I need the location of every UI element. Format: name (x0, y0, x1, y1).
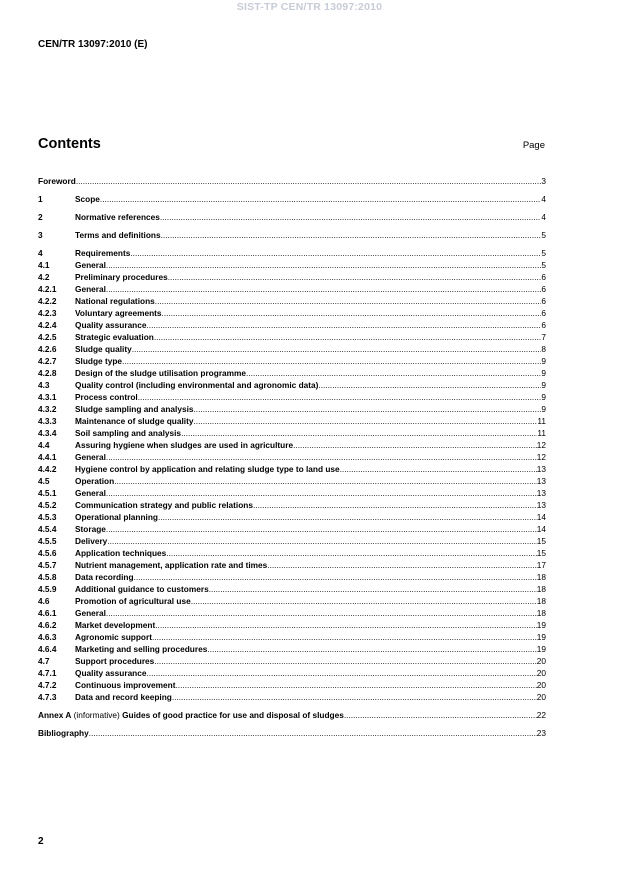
toc-entry-number: 4.4.2 (38, 464, 57, 474)
toc-entry-page: 5 (541, 230, 546, 240)
toc-entry-page: 15 (536, 548, 546, 558)
toc-entry[interactable] (38, 572, 546, 583)
toc-entry-page: 14 (536, 512, 546, 522)
toc-entry-title: Delivery (75, 536, 108, 546)
leader-dots (191, 596, 537, 607)
toc-entry-number: 4.6.3 (38, 632, 57, 642)
toc-entry-foreword[interactable] (38, 176, 546, 187)
toc-entry-title: General (75, 260, 106, 270)
toc-annex-heading (38, 710, 344, 721)
toc-entry-number: 2 (38, 212, 43, 222)
toc-entry-title: General (75, 608, 106, 618)
toc-entry-page: 6 (541, 308, 546, 318)
leader-dots (207, 644, 536, 655)
toc-entry-page: 13 (536, 500, 546, 510)
toc-entry-title: Operational planning (75, 512, 158, 522)
toc-entry-page: 9 (541, 404, 546, 414)
toc-entry-page: 9 (541, 380, 546, 390)
toc-entry-number: 4.4.1 (38, 452, 57, 462)
toc-entry-number: 4.6 (38, 596, 50, 606)
toc-entry-title: Foreword (38, 176, 76, 186)
leader-dots (181, 428, 537, 439)
toc-entry-number: 1 (38, 194, 43, 204)
leader-dots (122, 356, 541, 367)
toc-entry-number: 4 (38, 248, 43, 258)
toc-entry-title: Voluntary agreements (75, 308, 162, 318)
toc-entry-title: Preliminary procedures (75, 272, 168, 282)
toc-entry-page: 19 (536, 632, 546, 642)
toc-entry-number: 4.7 (38, 656, 50, 666)
leader-dots (154, 332, 542, 343)
toc-entry[interactable] (38, 668, 546, 679)
toc-entry-page: 13 (536, 464, 546, 474)
toc-entry[interactable] (38, 656, 546, 667)
toc-entry-title: Scope (75, 194, 100, 204)
toc-entry-number: 3 (38, 230, 43, 240)
leader-dots (114, 476, 537, 487)
leader-dots (100, 194, 541, 205)
toc-entry-title: General (75, 284, 106, 294)
toc-entry-page: 8 (541, 344, 546, 354)
toc-entry[interactable] (38, 644, 546, 655)
toc-entry[interactable] (38, 392, 546, 403)
toc-entry-title: Soil sampling and analysis (75, 428, 182, 438)
toc-entry[interactable] (38, 452, 546, 463)
toc-entry-page: 9 (541, 392, 546, 402)
toc-entry-number: 4.7.3 (38, 692, 57, 702)
leader-dots (193, 416, 537, 427)
leader-dots (107, 536, 536, 547)
toc-entry[interactable] (38, 524, 546, 535)
toc-entry[interactable] (38, 464, 546, 475)
toc-entry[interactable] (38, 512, 546, 523)
toc-entry[interactable] (38, 500, 546, 511)
leader-dots (318, 380, 541, 391)
leader-dots (106, 524, 537, 535)
toc-entry-title: Sludge type (75, 356, 123, 366)
toc-entry-annex-a[interactable] (38, 710, 546, 721)
leader-dots (267, 560, 537, 571)
leader-dots (293, 440, 537, 451)
toc-entry-title: Quality control (including environmental and agronomic data) (75, 380, 319, 390)
leader-dots (344, 710, 537, 721)
toc-entry[interactable] (38, 230, 546, 241)
toc-entry-number: 4.5.4 (38, 524, 57, 534)
toc-entry-number: 4.4 (38, 440, 50, 450)
toc-entry-title: Marketing and selling procedures (75, 644, 208, 654)
toc-entry-title: Hygiene control by application and relating sludge type to land use (75, 464, 340, 474)
toc-entry[interactable] (38, 440, 546, 451)
leader-dots (162, 308, 542, 319)
toc-entry[interactable] (38, 608, 546, 619)
toc-entry-title: Design of the sludge utilisation programme (75, 368, 247, 378)
toc-entry-page: 9 (541, 356, 546, 366)
leader-dots (253, 500, 537, 511)
contents-title: Contents (38, 136, 101, 152)
toc-entry-page: 4 (541, 194, 546, 204)
leader-dots (155, 296, 542, 307)
toc-entry-number: 4.2.5 (38, 332, 57, 342)
toc-entry-title: General (75, 452, 106, 462)
toc-entry-title: Application techniques (75, 548, 167, 558)
toc-entry-number: 4.3.1 (38, 392, 57, 402)
toc-entry-number: 4.6.2 (38, 620, 57, 630)
toc-entry-page: 12 (536, 440, 546, 450)
toc-entry-number: 4.5 (38, 476, 50, 486)
toc-entry-page: 11 (537, 416, 546, 426)
toc-entry-number: 4.2.1 (38, 284, 57, 294)
toc-entry-page: 7 (541, 332, 546, 342)
toc-entry-title: National regulations (75, 296, 155, 306)
toc-entry-title: Support procedures (75, 656, 155, 666)
toc-entry-page: 15 (536, 536, 546, 546)
toc-entry-page: 3 (541, 176, 546, 186)
toc-entry[interactable] (38, 344, 546, 355)
leader-dots (106, 608, 537, 619)
leader-dots (76, 176, 542, 187)
toc-entry-title: Market development (75, 620, 156, 630)
toc-entry[interactable] (38, 260, 546, 271)
toc-entry[interactable] (38, 620, 546, 631)
leader-dots (340, 464, 537, 475)
toc-entry-number: 4.3.4 (38, 428, 57, 438)
toc-entry[interactable] (38, 320, 546, 331)
toc-entry[interactable] (38, 356, 546, 367)
toc-entry[interactable] (38, 212, 546, 223)
leader-dots (160, 212, 542, 223)
toc-entry-number: 4.2.3 (38, 308, 57, 318)
leader-dots (138, 392, 542, 403)
toc-entry-title: Operation (75, 476, 115, 486)
toc-entry[interactable] (38, 488, 546, 499)
page-number: 2 (38, 836, 44, 847)
toc-entry-page: 4 (541, 212, 546, 222)
leader-dots (106, 488, 537, 499)
leader-dots (106, 284, 541, 295)
toc-entry-page: 20 (536, 680, 546, 690)
toc-entry-title: Sludge sampling and analysis (75, 404, 194, 414)
leader-dots (168, 272, 542, 283)
toc-entry-title: Promotion of agricultural use (75, 596, 191, 606)
watermark: SIST-TP CEN/TR 13097:2010 (236, 1, 383, 13)
toc-entry-page: 20 (536, 668, 546, 678)
toc-entry-page: 9 (541, 368, 546, 378)
toc-entry-title: Data and record keeping (75, 692, 172, 702)
toc-entry-number: 4.2.2 (38, 296, 57, 306)
toc-entry-title: Assuring hygiene when sludges are used in agriculture (75, 440, 294, 450)
toc-entry-number: 4.3.2 (38, 404, 57, 414)
toc-entry[interactable] (38, 428, 546, 439)
toc-entry-number: 4.5.9 (38, 584, 57, 594)
toc-entry[interactable] (38, 536, 546, 547)
leader-dots (89, 728, 537, 739)
toc-entry-title: Quality assurance (75, 320, 147, 330)
toc-entry-page: 11 (537, 428, 546, 438)
toc-entry-number: 4.5.5 (38, 536, 57, 546)
leader-dots (130, 248, 541, 259)
toc-entry[interactable] (38, 380, 546, 391)
toc-entry[interactable] (38, 404, 546, 415)
toc-entry-number: 4.2.7 (38, 356, 57, 366)
toc-entry-number: 4.5.7 (38, 560, 57, 570)
toc-entry[interactable] (38, 548, 546, 559)
toc-entry-number: 4.2.4 (38, 320, 57, 330)
toc-entry-page: 6 (541, 272, 546, 282)
toc-entry-number: 4.1 (38, 260, 50, 270)
toc-entry[interactable] (38, 416, 546, 427)
toc-entry[interactable] (38, 296, 546, 307)
leader-dots (134, 572, 537, 583)
toc-entry-page: 5 (541, 260, 546, 270)
leader-dots (158, 512, 537, 523)
toc-entry[interactable] (38, 368, 546, 379)
toc-entry-title: Terms and definitions (75, 230, 161, 240)
toc-entry[interactable] (38, 284, 546, 295)
toc-entry-number: 4.7.1 (38, 668, 57, 678)
toc-entry-page: 13 (536, 476, 546, 486)
toc-entry-title: Process control (75, 392, 138, 402)
leader-dots (172, 692, 537, 703)
toc-entry-page: 6 (541, 320, 546, 330)
toc-entry-number: 4.5.6 (38, 548, 57, 558)
toc-entry-number: 4.5.8 (38, 572, 57, 582)
toc-entry-title: Bibliography (38, 728, 89, 738)
toc-entry-page: 18 (536, 608, 546, 618)
toc-entry-page: 19 (536, 620, 546, 630)
leader-dots (106, 452, 537, 463)
toc-entry-number: 4.5.3 (38, 512, 57, 522)
toc-entry[interactable] (38, 692, 546, 703)
toc-entry-title: Continuous improvement (75, 680, 176, 690)
toc-entry-page: 6 (541, 296, 546, 306)
toc-entry-number: 4.5.2 (38, 500, 57, 510)
toc-entry-title: Sludge quality (75, 344, 132, 354)
toc-entry[interactable] (38, 560, 546, 571)
toc-entry-title: Strategic evaluation (75, 332, 154, 342)
leader-dots (146, 320, 541, 331)
leader-dots (194, 404, 542, 415)
leader-dots (209, 584, 537, 595)
toc-entry[interactable] (38, 308, 546, 319)
leader-dots (161, 230, 542, 241)
toc-entry-title: Additional guidance to customers (75, 584, 209, 594)
toc-entry-number: 4.5.1 (38, 488, 57, 498)
toc-entry[interactable] (38, 596, 546, 607)
toc-entry-page: 6 (541, 284, 546, 294)
leader-dots (176, 680, 537, 691)
toc-entry-page: 20 (536, 656, 546, 666)
toc-entry-bibliography[interactable] (38, 728, 546, 739)
leader-dots (106, 260, 541, 271)
toc-entry-title: Normative references (75, 212, 160, 222)
toc-entry-title: Data recording (75, 572, 134, 582)
toc-entry-title: Maintenance of sludge quality (75, 416, 194, 426)
toc-entry-number: 4.6.4 (38, 644, 57, 654)
toc-entry-page: 20 (536, 692, 546, 702)
toc-entry-page: 18 (536, 572, 546, 582)
toc-entry[interactable] (38, 632, 546, 643)
toc-entry-title: Nutrient management, application rate and times (75, 560, 268, 570)
toc-entry-page: 19 (536, 644, 546, 654)
toc-entry[interactable] (38, 194, 546, 205)
toc-entry[interactable] (38, 272, 546, 283)
annex-title: Guides of good practice for use and disposal of sludges (122, 710, 344, 720)
toc-entry-page: 14 (536, 524, 546, 534)
toc-entry-page: 23 (536, 728, 546, 738)
toc-entry[interactable] (38, 584, 546, 595)
toc-entry-number: 4.2 (38, 272, 50, 282)
toc-entry-title: Communication strategy and public relations (75, 500, 253, 510)
toc-entry-title: Requirements (75, 248, 131, 258)
toc-entry-page: 18 (536, 596, 546, 606)
toc-entry-number: 4.2.8 (38, 368, 57, 378)
leader-dots (152, 632, 537, 643)
leader-dots (246, 368, 541, 379)
toc-entry-number: 4.6.1 (38, 608, 57, 618)
toc-entry[interactable] (38, 680, 546, 691)
toc-entry-page: 13 (536, 488, 546, 498)
toc-entry-page: 18 (536, 584, 546, 594)
toc-entry[interactable] (38, 332, 546, 343)
toc-entry-number: 4.2.6 (38, 344, 57, 354)
toc-entry-number: 4.3 (38, 380, 50, 390)
annex-label: Annex A (38, 710, 72, 720)
annex-qualifier: (informative) (71, 710, 123, 720)
leader-dots (155, 620, 537, 631)
toc-entry[interactable] (38, 248, 546, 259)
document-id: CEN/TR 13097:2010 (E) (38, 39, 148, 50)
leader-dots (132, 344, 542, 355)
toc-entry-page: 5 (541, 248, 546, 258)
toc-entry-title: General (75, 488, 106, 498)
toc-entry-title: Quality assurance (75, 668, 147, 678)
toc-entry-page: 12 (536, 452, 546, 462)
leader-dots (166, 548, 536, 559)
toc-entry[interactable] (38, 476, 546, 487)
toc-entry-page: 17 (536, 560, 546, 570)
toc-entry-number: 4.3.3 (38, 416, 57, 426)
leader-dots (154, 656, 536, 667)
leader-dots (146, 668, 536, 679)
toc-entry-title: Storage (75, 524, 106, 534)
page-column-label: Page (522, 140, 545, 151)
toc-entry-number: 4.7.2 (38, 680, 57, 690)
toc-entry-title: Agronomic support (75, 632, 152, 642)
toc-entry-page: 22 (536, 710, 546, 720)
